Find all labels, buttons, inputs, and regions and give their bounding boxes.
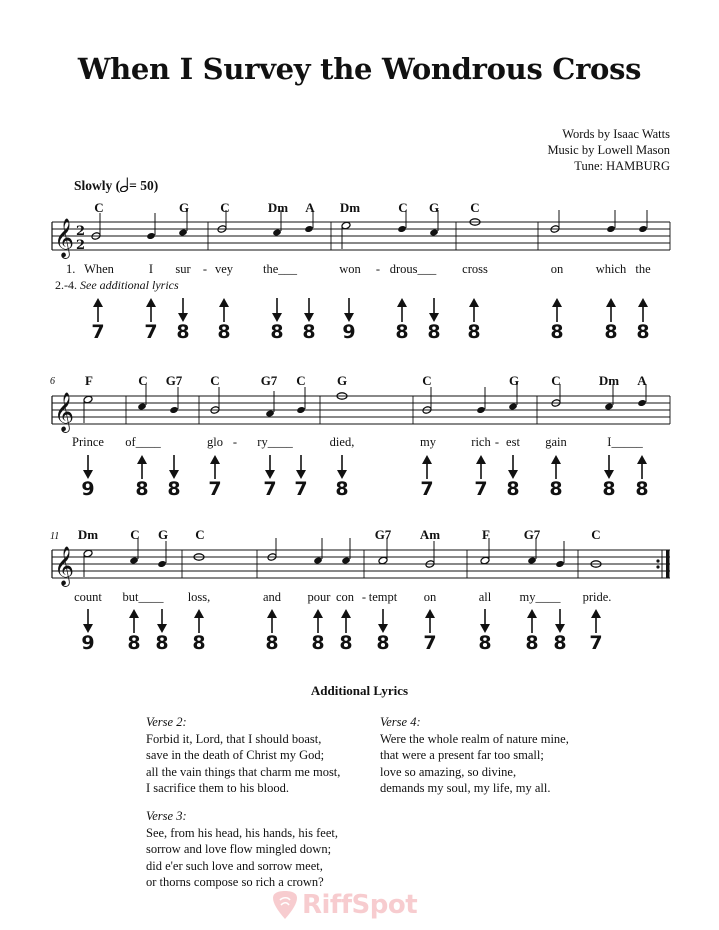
harmonica-tab: [392, 298, 412, 342]
lyric-syllable: glo: [207, 435, 223, 449]
chord-symbol: F: [482, 527, 490, 542]
harmonica-tab: [308, 609, 328, 653]
harmonica-tab: [205, 455, 225, 499]
treble-clef-icon: 𝄞: [54, 218, 75, 258]
draw-arrow-icon: [265, 455, 275, 479]
blow-arrow-icon: [591, 609, 601, 633]
additional-verses-note: [55, 278, 179, 293]
verse-line: all the vain things that charm me most,: [146, 764, 341, 779]
lyric-syllable: pride.: [582, 590, 612, 604]
chord-symbol: A: [637, 373, 647, 388]
harmonica-tab: [132, 455, 152, 499]
chord-symbol: G: [508, 373, 520, 388]
chord-symbol: Am: [419, 527, 441, 542]
hole-number: 8: [167, 478, 181, 500]
blow-arrow-icon: [469, 298, 479, 322]
lyric-syllable: the___: [262, 262, 298, 276]
chord-symbol: C: [138, 373, 148, 388]
blow-arrow-icon: [93, 298, 103, 322]
chord-symbol: C: [398, 200, 408, 215]
hole-number: 8: [550, 321, 564, 343]
hole-number: 7: [589, 632, 603, 654]
blow-arrow-icon: [606, 298, 616, 322]
verse-line: did e'er such love and sorrow meet,: [146, 858, 323, 873]
lyric-syllable: my: [420, 435, 436, 449]
hole-number: 8: [335, 478, 349, 500]
chord-symbol: Dm: [598, 373, 620, 388]
lyric-syllable: -: [361, 590, 367, 604]
hole-number: 8: [311, 632, 325, 654]
lyric-syllable: which: [595, 262, 627, 276]
chord-symbol: G: [178, 200, 190, 215]
hole-number: 8: [604, 321, 618, 343]
harmonica-tab: [601, 298, 621, 342]
draw-arrow-icon: [480, 609, 490, 633]
chord-symbol: C: [130, 527, 140, 542]
song-title: When I Survey the Wondrous Cross: [77, 52, 642, 86]
lyric-syllable: -: [202, 262, 208, 276]
verse-line: demands my soul, my life, my all.: [380, 781, 551, 795]
hole-number: 8: [339, 632, 353, 654]
lyric-syllable: tempt: [368, 590, 398, 604]
harmonica-tab: [586, 609, 606, 653]
chord-symbol: G: [336, 373, 348, 388]
harmonica-tab: [475, 609, 495, 653]
hole-number: 8: [602, 478, 616, 500]
harmonica-tab: [417, 455, 437, 499]
harmonica-tab: [78, 609, 98, 653]
final-barline: [666, 550, 670, 578]
draw-arrow-icon: [272, 298, 282, 322]
harmonica-tab: [291, 455, 311, 499]
chord-symbol: F: [85, 373, 93, 388]
blow-arrow-icon: [637, 455, 647, 479]
lyric-syllable: I: [148, 262, 154, 276]
lyric-syllable: on: [550, 262, 564, 276]
blow-arrow-icon: [341, 609, 351, 633]
verse-line: Were the whole realm of nature mine,: [380, 731, 569, 746]
hole-number: 8: [553, 632, 567, 654]
tempo-label: Slowly: [74, 178, 113, 193]
tempo-open-paren: (: [115, 178, 121, 193]
chord-symbol: G: [428, 200, 440, 215]
hole-number: 9: [342, 321, 356, 343]
lyric-syllable: When: [84, 262, 114, 276]
blow-arrow-icon: [210, 455, 220, 479]
music-credit: Music by Lowell Mason: [547, 143, 670, 157]
verse-number: 1.: [66, 262, 76, 276]
hole-number: 8: [525, 632, 539, 654]
hole-number: 8: [395, 321, 409, 343]
chord-symbol: G: [157, 527, 169, 542]
lyric-syllable: Prince: [72, 435, 104, 449]
hole-number: 8: [176, 321, 190, 343]
harmonica-tab: [164, 455, 184, 499]
hole-number: 8: [549, 478, 563, 500]
chord-symbol: G7: [374, 527, 392, 542]
harmonica-tab: [424, 298, 444, 342]
chord-symbol: C: [551, 373, 561, 388]
measure-number: 11: [50, 531, 60, 542]
staff-1: [0, 210, 719, 270]
blow-arrow-icon: [267, 609, 277, 633]
blow-arrow-icon: [552, 298, 562, 322]
verse-line: sorrow and love flow mingled down;: [146, 842, 332, 856]
riffspot-logo: [272, 890, 417, 920]
tempo-marking: [74, 177, 158, 194]
verse-3: [146, 808, 338, 891]
half-note-icon: [120, 177, 129, 192]
lyric-syllable: won: [339, 262, 361, 276]
measure-number: 6: [50, 376, 55, 387]
lyric-syllable: -: [375, 262, 381, 276]
draw-arrow-icon: [83, 609, 93, 633]
time-signature: 2: [76, 224, 86, 239]
chord-symbol: G7: [260, 373, 278, 388]
credits: [547, 126, 670, 174]
harmonica-tab: [339, 298, 359, 342]
hole-number: 8: [270, 321, 284, 343]
verse-line: See, from his head, his hands, his feet,: [146, 825, 338, 840]
lyric-syllable: and: [262, 590, 282, 604]
lyric-syllable: gain: [545, 435, 567, 449]
lyric-syllable: my____: [519, 590, 561, 604]
harmonica-tab: [173, 298, 193, 342]
blow-arrow-icon: [476, 455, 486, 479]
blow-arrow-icon: [137, 455, 147, 479]
verse-range: 2.-4.: [55, 278, 77, 292]
additional-lyrics-title: Additional Lyrics: [310, 683, 409, 698]
chord-symbol: C: [210, 373, 220, 388]
lyric-syllable: count: [74, 590, 102, 604]
draw-arrow-icon: [83, 455, 93, 479]
tune-credit: Tune: HAMBURG: [574, 159, 670, 173]
harmonica-tab: [189, 609, 209, 653]
harmonica-tab: [88, 298, 108, 342]
harmonica-tab: [420, 609, 440, 653]
chord-symbol: Dm: [339, 200, 361, 215]
hole-number: 7: [208, 478, 222, 500]
harmonica-tab: [503, 455, 523, 499]
draw-arrow-icon: [296, 455, 306, 479]
lyric-syllable: of____: [125, 435, 161, 449]
blow-arrow-icon: [638, 298, 648, 322]
verse-4: [380, 714, 569, 797]
draw-arrow-icon: [555, 609, 565, 633]
draw-arrow-icon: [157, 609, 167, 633]
see-additional-lyrics: See additional lyrics: [80, 278, 179, 292]
chord-symbol: C: [94, 200, 104, 215]
hole-number: 7: [91, 321, 105, 343]
chord-symbol: G7: [165, 373, 183, 388]
hole-number: 8: [506, 478, 520, 500]
harmonica-tab: [336, 609, 356, 653]
chord-symbol: C: [296, 373, 306, 388]
chord-symbol: Dm: [267, 200, 289, 215]
draw-arrow-icon: [304, 298, 314, 322]
verse-line: I sacrifice them to his blood.: [146, 781, 290, 795]
blow-arrow-icon: [422, 455, 432, 479]
harmonica-tab: [550, 609, 570, 653]
hole-number: 7: [423, 632, 437, 654]
verse-line: that were a present far too small;: [380, 748, 544, 762]
chord-symbol: A: [305, 200, 315, 215]
hole-number: 7: [294, 478, 308, 500]
draw-arrow-icon: [378, 609, 388, 633]
lyric-syllable: on: [423, 590, 437, 604]
verse-label: Verse 4:: [380, 715, 421, 729]
hole-number: 7: [420, 478, 434, 500]
harmonica-tab: [599, 455, 619, 499]
verse-line: save in the death of Christ my God;: [146, 748, 325, 762]
hole-number: 8: [376, 632, 390, 654]
harmonica-tab: [152, 609, 172, 653]
hole-number: 8: [636, 321, 650, 343]
hole-number: 7: [263, 478, 277, 500]
harmonica-tab: [124, 609, 144, 653]
words-credit: Words by Isaac Watts: [562, 127, 670, 141]
harmonica-tab: [141, 298, 161, 342]
harmonica-tab: [267, 298, 287, 342]
chord-symbol: C: [470, 200, 480, 215]
hole-number: 8: [265, 632, 279, 654]
harmonica-tab: [373, 609, 393, 653]
treble-clef-icon: 𝄞: [54, 546, 75, 586]
svg-text:2: 2: [76, 238, 86, 253]
hole-number: 8: [192, 632, 206, 654]
lyric-syllable: -: [232, 435, 238, 449]
harmonica-tab: [546, 455, 566, 499]
harmonica-tab: [262, 609, 282, 653]
blow-arrow-icon: [219, 298, 229, 322]
lyric-syllable: ry____: [257, 435, 293, 449]
hole-number: 7: [474, 478, 488, 500]
verse-label: Verse 3:: [146, 809, 187, 823]
lyric-syllable: sur: [175, 262, 191, 276]
hole-number: 8: [135, 478, 149, 500]
harmonica-tab: [464, 298, 484, 342]
verse-label: Verse 2:: [146, 715, 187, 729]
logo-text: RiffSpot: [302, 890, 418, 920]
draw-arrow-icon: [604, 455, 614, 479]
lyric-syllable: loss,: [187, 590, 211, 604]
lyric-syllable: I_____: [607, 435, 643, 449]
hole-number: 9: [81, 478, 95, 500]
chord-symbol: C: [195, 527, 205, 542]
verse-line: love so amazing, so divine,: [380, 764, 517, 779]
lyric-syllable: but____: [122, 590, 164, 604]
blow-arrow-icon: [129, 609, 139, 633]
chord-symbol: C: [220, 200, 230, 215]
hole-number: 8: [635, 478, 649, 500]
draw-arrow-icon: [429, 298, 439, 322]
hole-number: 8: [427, 321, 441, 343]
blow-arrow-icon: [425, 609, 435, 633]
harmonica-tab: [78, 455, 98, 499]
lyric-syllable: vey: [214, 262, 234, 276]
tempo-bpm: = 50): [129, 178, 159, 193]
lyric-syllable: all: [478, 590, 492, 604]
hole-number: 7: [144, 321, 158, 343]
blow-arrow-icon: [397, 298, 407, 322]
verse-line: Forbid it, Lord, that I should boast,: [146, 731, 322, 746]
blow-arrow-icon: [146, 298, 156, 322]
draw-arrow-icon: [169, 455, 179, 479]
harmonica-tab: [522, 609, 542, 653]
verse-line: or thorns compose so rich a crown?: [146, 875, 324, 889]
blow-arrow-icon: [313, 609, 323, 633]
lyric-syllable: con: [335, 590, 355, 604]
harmonica-tab: [214, 298, 234, 342]
lyric-syllable: the: [635, 262, 651, 276]
chord-symbol: G7: [523, 527, 541, 542]
blow-arrow-icon: [194, 609, 204, 633]
staff-3: [0, 538, 719, 598]
harmonica-tab: [260, 455, 280, 499]
harmonica-tab: [332, 455, 352, 499]
hole-number: 8: [217, 321, 231, 343]
lyric-syllable: rich: [471, 435, 491, 449]
draw-arrow-icon: [337, 455, 347, 479]
lyric-syllable: est: [506, 435, 520, 449]
lyric-syllable: drous___: [389, 262, 437, 276]
hole-number: 8: [478, 632, 492, 654]
lyric-syllable: died,: [329, 435, 355, 449]
harmonica-tab: [471, 455, 491, 499]
chord-symbol: C: [422, 373, 432, 388]
guitar-pick-icon: [272, 890, 298, 920]
chord-symbol: Dm: [77, 527, 99, 542]
chord-symbol: C: [591, 527, 601, 542]
harmonica-tab: [547, 298, 567, 342]
hole-number: 9: [81, 632, 95, 654]
lyric-syllable: cross: [462, 262, 488, 276]
lyric-syllable: -: [494, 435, 500, 449]
harmonica-tab: [299, 298, 319, 342]
draw-arrow-icon: [344, 298, 354, 322]
hole-number: 8: [302, 321, 316, 343]
hole-number: 8: [127, 632, 141, 654]
blow-arrow-icon: [551, 455, 561, 479]
harmonica-tab: [632, 455, 652, 499]
draw-arrow-icon: [178, 298, 188, 322]
draw-arrow-icon: [508, 455, 518, 479]
verse-2: [146, 714, 340, 797]
hole-number: 8: [467, 321, 481, 343]
treble-clef-icon: 𝄞: [54, 392, 75, 432]
blow-arrow-icon: [527, 609, 537, 633]
lyric-syllable: pour: [307, 590, 331, 604]
harmonica-tab: [633, 298, 653, 342]
hole-number: 8: [155, 632, 169, 654]
